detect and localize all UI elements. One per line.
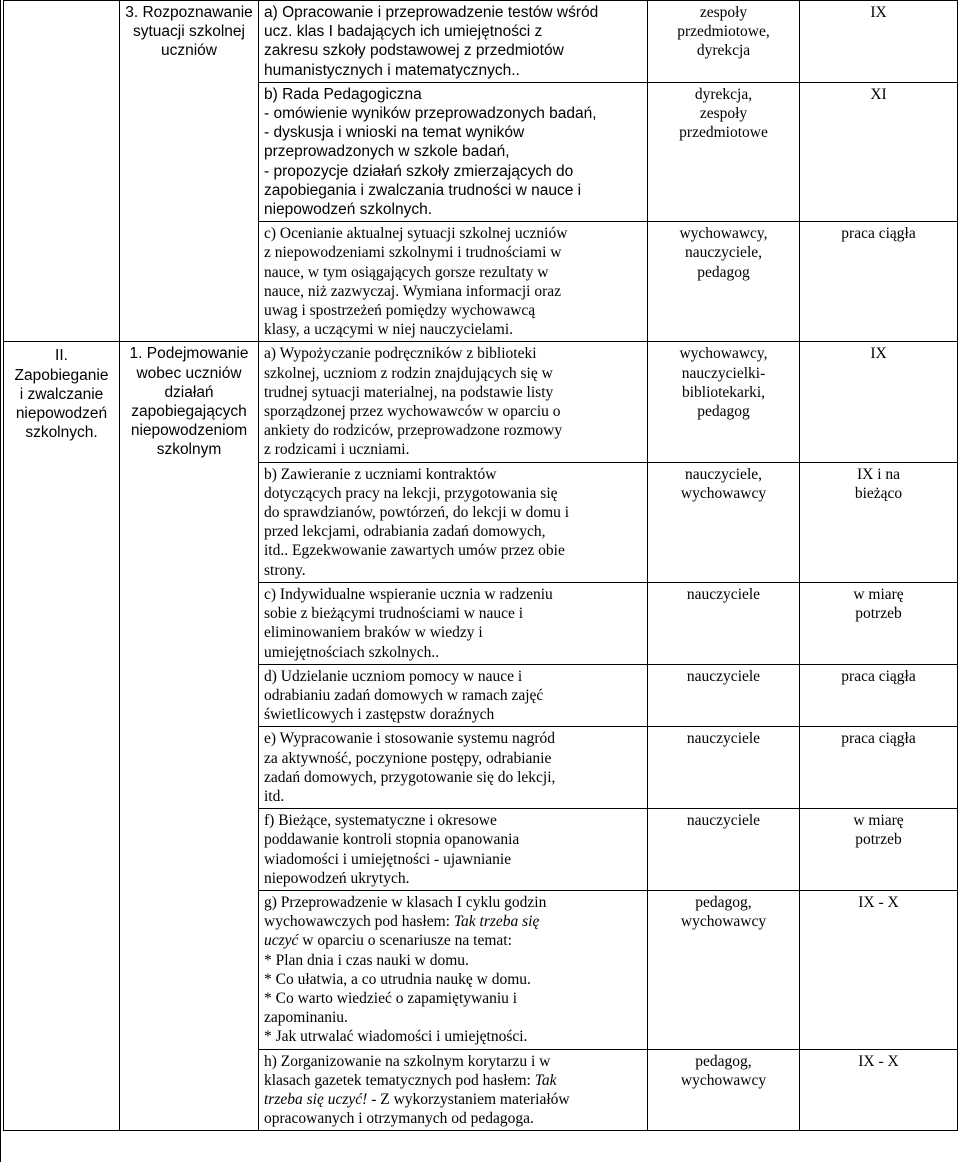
responsible-cell-line: nauczyciele [686, 667, 761, 685]
deadline-cell [800, 809, 958, 891]
responsible-cell-line: nauczycielki- [681, 364, 766, 382]
activity-cell-line: sporządzonej przez wychowawców w oparciu o [264, 403, 561, 421]
activity-cell-line: h) Zorganizowanie na szkolnym korytarzu i w [264, 1052, 551, 1070]
deadline-cell-line: IX - X [858, 1052, 899, 1070]
responsible-cell-line: pedagog, [695, 893, 752, 911]
responsible-cell-line: wychowawcy [680, 1071, 767, 1089]
activity-cell-line: świetlicowych i zastępstw doraźnych [264, 706, 495, 724]
activity-cell-line: do sprawdzianów, powtórzeń, do lekcji w domu i [264, 504, 570, 522]
task-cell-line: szkolnym [156, 441, 222, 459]
activity-cell [259, 462, 648, 582]
table-row [4, 1, 958, 83]
responsible-cell [648, 809, 800, 891]
area-cell-line: II. [55, 347, 68, 365]
activity-cell-line: * Co ułatwia, a co utrudnia naukę w domu. [264, 970, 531, 988]
responsible-cell-line: wychowawcy [680, 484, 767, 502]
activity-cell-line: c) Ocenianie aktualnej sytuacji szkolnej uczniów [264, 225, 568, 243]
responsible-cell-line: pedagog [697, 403, 750, 421]
activity-cell-line: strony. [264, 561, 306, 579]
deadline-cell-line: potrzeb [855, 605, 902, 623]
responsible-cell [648, 222, 800, 342]
activity-cell-line: - propozycje działań szkoły zmierzających do [264, 162, 574, 180]
task-cell-line: uczniów [161, 42, 217, 60]
activity-cell-line: b) Zawieranie z uczniami kontraktów [264, 465, 497, 483]
activity-cell-line: nauce, w tym osiągających gorsze rezultaty w [264, 263, 549, 281]
activity-cell-line: nauce, niż zazwyczaj. Wymiana informacji oraz [264, 282, 561, 300]
activity-cell-line: itd.. Egzekwowanie zawartych umów przez obie [264, 542, 565, 560]
activity-cell-line: niepowodzeń szkolnych. [264, 201, 433, 219]
activity-cell-line: za aktywność, poczynione postępy, odrabianie [264, 749, 552, 767]
activity-cell-line: humanistycznych i matematycznych.. [264, 61, 520, 79]
activity-cell [259, 664, 648, 727]
area-cell-line: Zapobieganie [14, 366, 109, 384]
responsible-cell-line: nauczyciele [686, 730, 761, 748]
activity-cell [259, 890, 648, 1049]
deadline-cell-line: praca ciągła [841, 667, 916, 685]
plan-table [3, 0, 958, 1131]
deadline-cell [800, 462, 958, 582]
responsible-cell-line: nauczyciele [686, 812, 761, 830]
activity-cell-line: a) Opracowanie i przeprowadzenie testów wśród [264, 4, 599, 21]
responsible-cell [648, 342, 800, 462]
activity-cell-line: - dyskusja i wnioski na temat wyników [264, 124, 525, 142]
responsible-cell [648, 1049, 800, 1131]
activity-cell [259, 222, 648, 342]
activity-cell-line: wychowawczych pod hasłem: Tak trzeba się [264, 913, 540, 931]
responsible-cell-line: bibliotekarki, [681, 383, 766, 401]
activity-cell-line: g) Przeprowadzenie w klasach I cyklu godzin [264, 893, 547, 911]
task-cell-line: sytuacji szkolnej [133, 23, 245, 41]
deadline-cell [800, 222, 958, 342]
responsible-cell-line: pedagog [697, 263, 750, 281]
activity-cell-line: z rodzicami i uczniami. [264, 441, 410, 459]
area-cell [4, 342, 120, 1131]
responsible-cell [648, 82, 800, 221]
area-cell-line: i zwalczanie [19, 385, 104, 403]
activity-cell [259, 82, 648, 221]
activity-cell [259, 1049, 648, 1131]
activity-cell-line: poddawanie kontroli stopnia opanowania [264, 831, 520, 849]
activity-cell-line: uczyć w oparciu o scenariusze na temat: [264, 932, 512, 950]
activity-cell-line: a) Wypożyczanie podręczników z biblioteki [264, 345, 537, 363]
activity-cell-line: zapominaniu. [264, 1009, 348, 1027]
table-row [4, 342, 958, 462]
activity-cell [259, 809, 648, 891]
responsible-cell-line: wychowawcy, [679, 345, 768, 363]
activity-cell-line: trzeba się uczyć! - Z wykorzystaniem materiałów [264, 1090, 570, 1108]
activity-cell-line: z niepowodzeniami szkolnymi i trudnościami w [264, 244, 562, 262]
activity-cell-line: - omówienie wyników przeprowadzonych badań, [264, 105, 597, 123]
deadline-cell-line: potrzeb [855, 831, 902, 849]
responsible-cell [648, 462, 800, 582]
activity-cell-line: zapobiegania i zwalczania trudności w nauce i [264, 181, 582, 199]
activity-cell-line: umiejętnościach szkolnych.. [264, 643, 440, 661]
activity-cell-line: przeprowadzonych w szkole badań, [264, 143, 510, 161]
task-cell-line: zapobiegających [131, 403, 247, 421]
responsible-cell [648, 890, 800, 1049]
responsible-cell [648, 1, 800, 83]
area-cell-line: niepowodzeń [15, 405, 108, 423]
activity-cell-line: uwag i spostrzeżeń pomiędzy wychowawcą [264, 302, 536, 320]
activity-cell-line: odrabianiu zadań domowych w ramach zajęć [264, 686, 544, 704]
activity-cell-line: dotyczących pracy na lekcji, przygotowania się [264, 484, 558, 502]
activity-cell-line: szkolnej, uczniom z rodzin znajdujących się w [264, 364, 553, 382]
activity-cell-line: przed lekcjami, odrabiania zadań domowych, [264, 523, 546, 541]
activity-cell [259, 727, 648, 809]
deadline-cell [800, 890, 958, 1049]
responsible-cell-line: zespoły [699, 4, 748, 21]
deadline-cell [800, 82, 958, 221]
responsible-cell-line: pedagog, [695, 1052, 752, 1070]
task-cell [120, 1, 259, 342]
deadline-cell-line: w miarę [853, 585, 904, 603]
activity-cell-line: niepowodzeń ukrytych. [264, 869, 410, 887]
deadline-cell-line: IX [870, 4, 887, 21]
activity-cell-line: klasach gazetek tematycznych pod hasłem: Tak [264, 1071, 557, 1089]
responsible-cell [648, 727, 800, 809]
activity-cell-line: itd. [264, 787, 285, 805]
task-cell-line: 1. Podejmowanie [129, 345, 249, 363]
responsible-cell [648, 664, 800, 727]
deadline-cell-line: IX [870, 345, 887, 363]
responsible-cell-line: wychowawcy, [679, 225, 768, 243]
responsible-cell-line: przedmiotowe, [677, 23, 770, 41]
deadline-cell-line: IX - X [858, 893, 899, 911]
responsible-cell-line: wychowawcy [680, 913, 767, 931]
deadline-cell-line: w miarę [853, 812, 904, 830]
activity-cell [259, 342, 648, 462]
activity-cell-line: opracowanych i otrzymanych od pedagoga. [264, 1110, 534, 1128]
activity-cell-line: c) Indywidualne wspieranie ucznia w radzeniu [264, 585, 553, 603]
area-cell-line: szkolnych. [25, 424, 98, 442]
activity-cell-line: e) Wypracowanie i stosowanie systemu nagród [264, 730, 556, 748]
activity-cell-line: trudnej sytuacji materialnej, na podstawie listy [264, 383, 554, 401]
responsible-cell-line: nauczyciele, [684, 465, 762, 483]
responsible-cell [648, 582, 800, 664]
activity-cell-line: wiadomości i umiejętności - ujawnianie [264, 850, 512, 868]
activity-cell-line: zakresu szkoły podstawowej z przedmiotów [264, 42, 564, 60]
deadline-cell [800, 1, 958, 83]
deadline-cell [800, 664, 958, 727]
activity-cell-line: ucz. klas I badających ich umiejętności z [264, 23, 543, 41]
activity-cell [259, 1, 648, 83]
activity-cell-line: zadań domowych, przygotowanie się do lekcji, [264, 768, 556, 786]
task-cell [120, 342, 259, 1131]
deadline-cell [800, 342, 958, 462]
responsible-cell-line: nauczyciele, [684, 244, 762, 262]
activity-cell-line: f) Bieżące, systematyczne i okresowe [264, 812, 497, 830]
deadline-cell-line: bieżąco [854, 484, 903, 502]
activity-cell-line: sobie z bieżącymi trudnościami w nauce i [264, 605, 524, 623]
activity-cell [259, 582, 648, 664]
task-cell-line: 3. Rozpoznawanie [125, 4, 253, 21]
activity-cell-line: b) Rada Pedagogiczna [264, 85, 422, 103]
responsible-cell-line: przedmiotowe [679, 124, 768, 142]
activity-cell-line: eliminowaniem braków w wiedzy i [264, 624, 483, 642]
activity-cell-line: * Co warto wiedzieć o zapamiętywaniu i [264, 989, 518, 1007]
deadline-cell [800, 582, 958, 664]
area-cell-empty [4, 1, 120, 342]
deadline-cell-line: praca ciągła [841, 730, 916, 748]
deadline-cell-line: praca ciągła [841, 225, 916, 243]
plan-table-body [4, 1, 958, 1131]
deadline-cell-line: XI [870, 85, 887, 103]
responsible-cell-line: nauczyciele [686, 585, 761, 603]
responsible-cell-line: dyrekcja [696, 42, 751, 60]
deadline-cell [800, 727, 958, 809]
deadline-cell-line: IX i na [856, 465, 901, 483]
task-cell-line: wobec uczniów [136, 364, 242, 382]
responsible-cell-line: zespoły [699, 105, 748, 123]
activity-cell-line: ankiety do rodziców, przeprowadzone rozmowy [264, 422, 563, 440]
activity-cell-line: * Jak utrwalać wiadomości i umiejętności. [264, 1028, 528, 1046]
task-cell-line: niepowodzeniom [130, 422, 248, 440]
deadline-cell [800, 1049, 958, 1131]
activity-cell-line: klasy, a uczącymi w niej nauczycielami. [264, 321, 514, 339]
task-cell-line: działań [164, 383, 214, 401]
activity-cell-line: d) Udzielanie uczniom pomocy w nauce i [264, 667, 523, 685]
responsible-cell-line: dyrekcja, [694, 85, 753, 103]
activity-cell-line: * Plan dnia i czas nauki w domu. [264, 951, 469, 969]
